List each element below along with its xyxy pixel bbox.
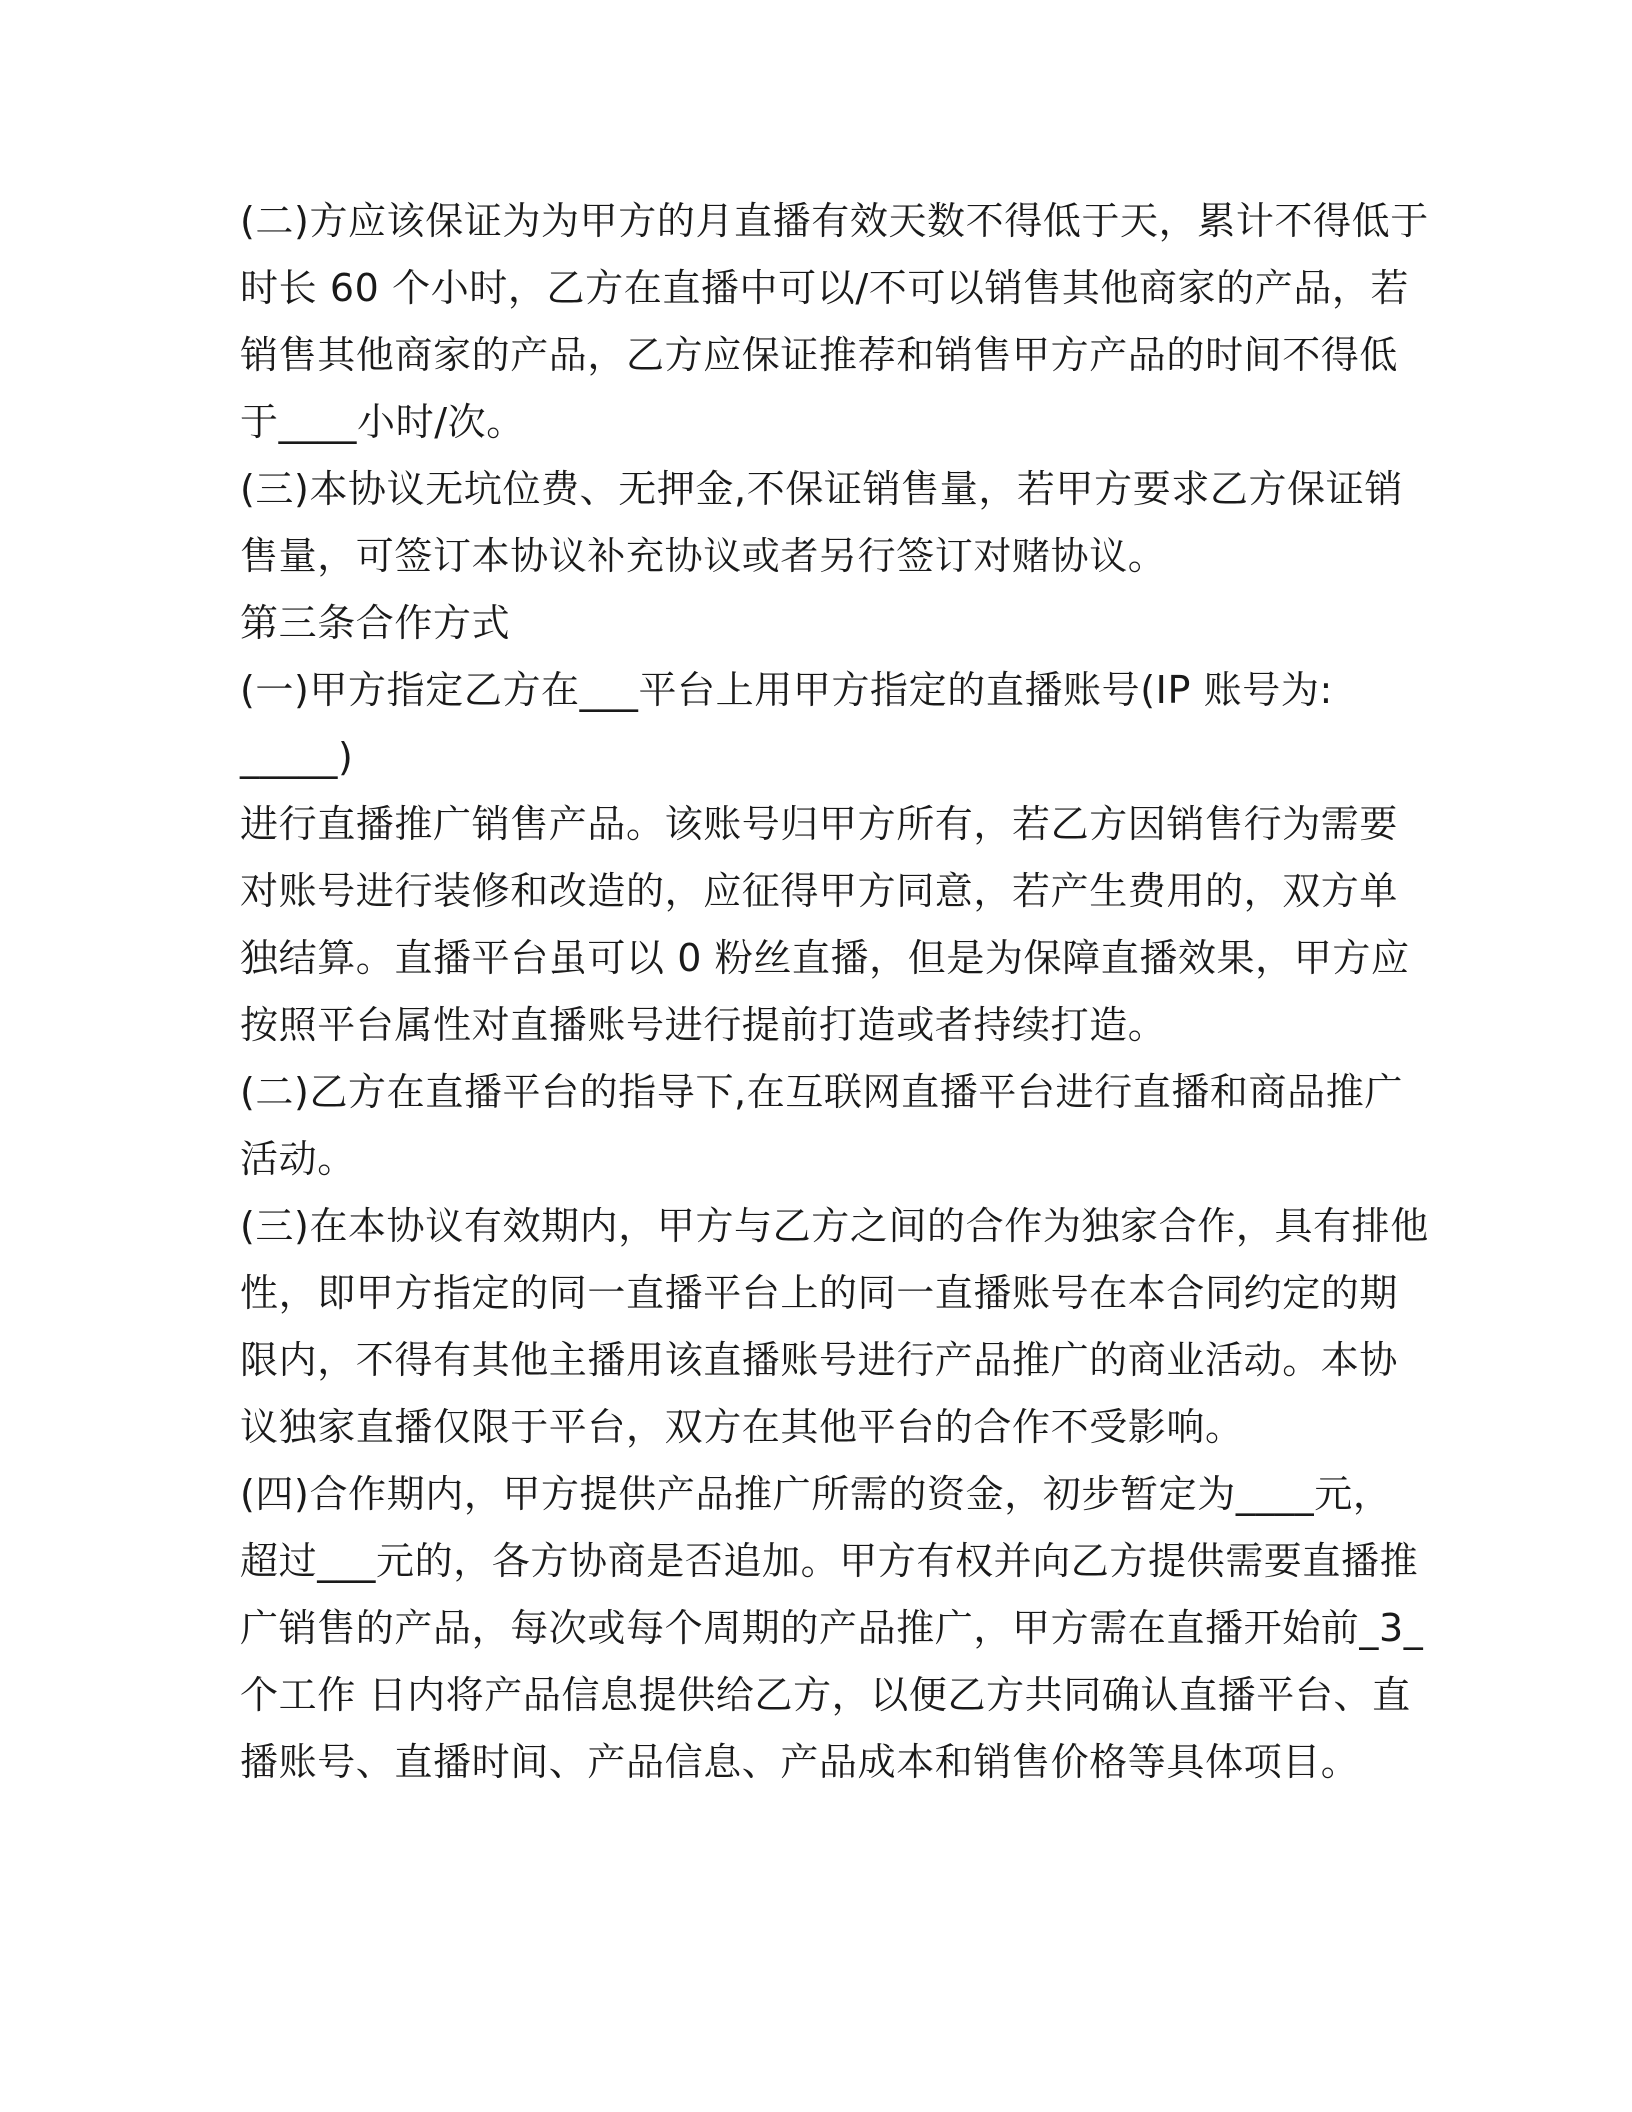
text-line: 活动。 [240,1137,356,1181]
text-line: (三)在本协议有效期内，甲方与乙方之间的合作为独家合作，具有排他 [240,1204,1429,1248]
text-line: 进行直播推广销售产品。该账号归甲方所有，若乙方因销售行为需要 [240,802,1399,846]
section-heading: 第三条合作方式 [240,601,511,645]
text-line: (三)本协议无坑位费、无押金,不保证销售量，若甲方要求乙方保证销 [240,467,1403,511]
text-line: (一)甲方指定乙方在___平台上用甲方指定的直播账号(IP 账号为: [240,668,1333,712]
text-line: 按照平台属性对直播账号进行提前打造或者持续打造。 [240,1003,1167,1047]
text-line: (二)方应该保证为为甲方的月直播有效天数不得低于天，累计不得低于 [240,199,1429,243]
text-line: 独结算。直播平台虽可以 0 粉丝直播，但是为保障直播效果，甲方应 [240,936,1410,980]
text-line: 超过___元的，各方协商是否追加。甲方有权并向乙方提供需要直播推 [240,1539,1419,1583]
text-line: 对账号进行装修和改造的，应征得甲方同意，若产生费用的，双方单 [240,869,1399,913]
document-body [240,188,1429,1796]
text-line: 广销售的产品，每次或每个周期的产品推广，甲方需在直播开始前_3_ [240,1606,1424,1650]
text-line: (二)乙方在直播平台的指导下,在互联网直播平台进行直播和商品推广 [240,1070,1403,1114]
text-line: 个工作 日内将产品信息提供给乙方，以便乙方共同确认直播平台、直 [240,1673,1411,1717]
text-line: (四)合作期内，甲方提供产品推广所需的资金，初步暂定为____元， [240,1472,1392,1516]
text-line: 于____小时/次。 [240,400,525,444]
text-line: _____) [240,735,354,779]
text-line: 性，即甲方指定的同一直播平台上的同一直播账号在本合同约定的期 [240,1271,1399,1315]
text-line: 时长 60 个小时，乙方在直播中可以/不可以销售其他商家的产品，若 [240,266,1410,310]
text-line: 议独家直播仅限于平台，双方在其他平台的合作不受影响。 [240,1405,1244,1449]
text-line: 播账号、直播时间、产品信息、产品成本和销售价格等具体项目。 [240,1740,1360,1784]
text-line: 销售其他商家的产品，乙方应保证推荐和销售甲方产品的时间不得低 [240,333,1399,377]
text-line: 售量，可签订本协议补充协议或者另行签订对赌协议。 [240,534,1167,578]
text-line: 限内，不得有其他主播用该直播账号进行产品推广的商业活动。本协 [240,1338,1399,1382]
